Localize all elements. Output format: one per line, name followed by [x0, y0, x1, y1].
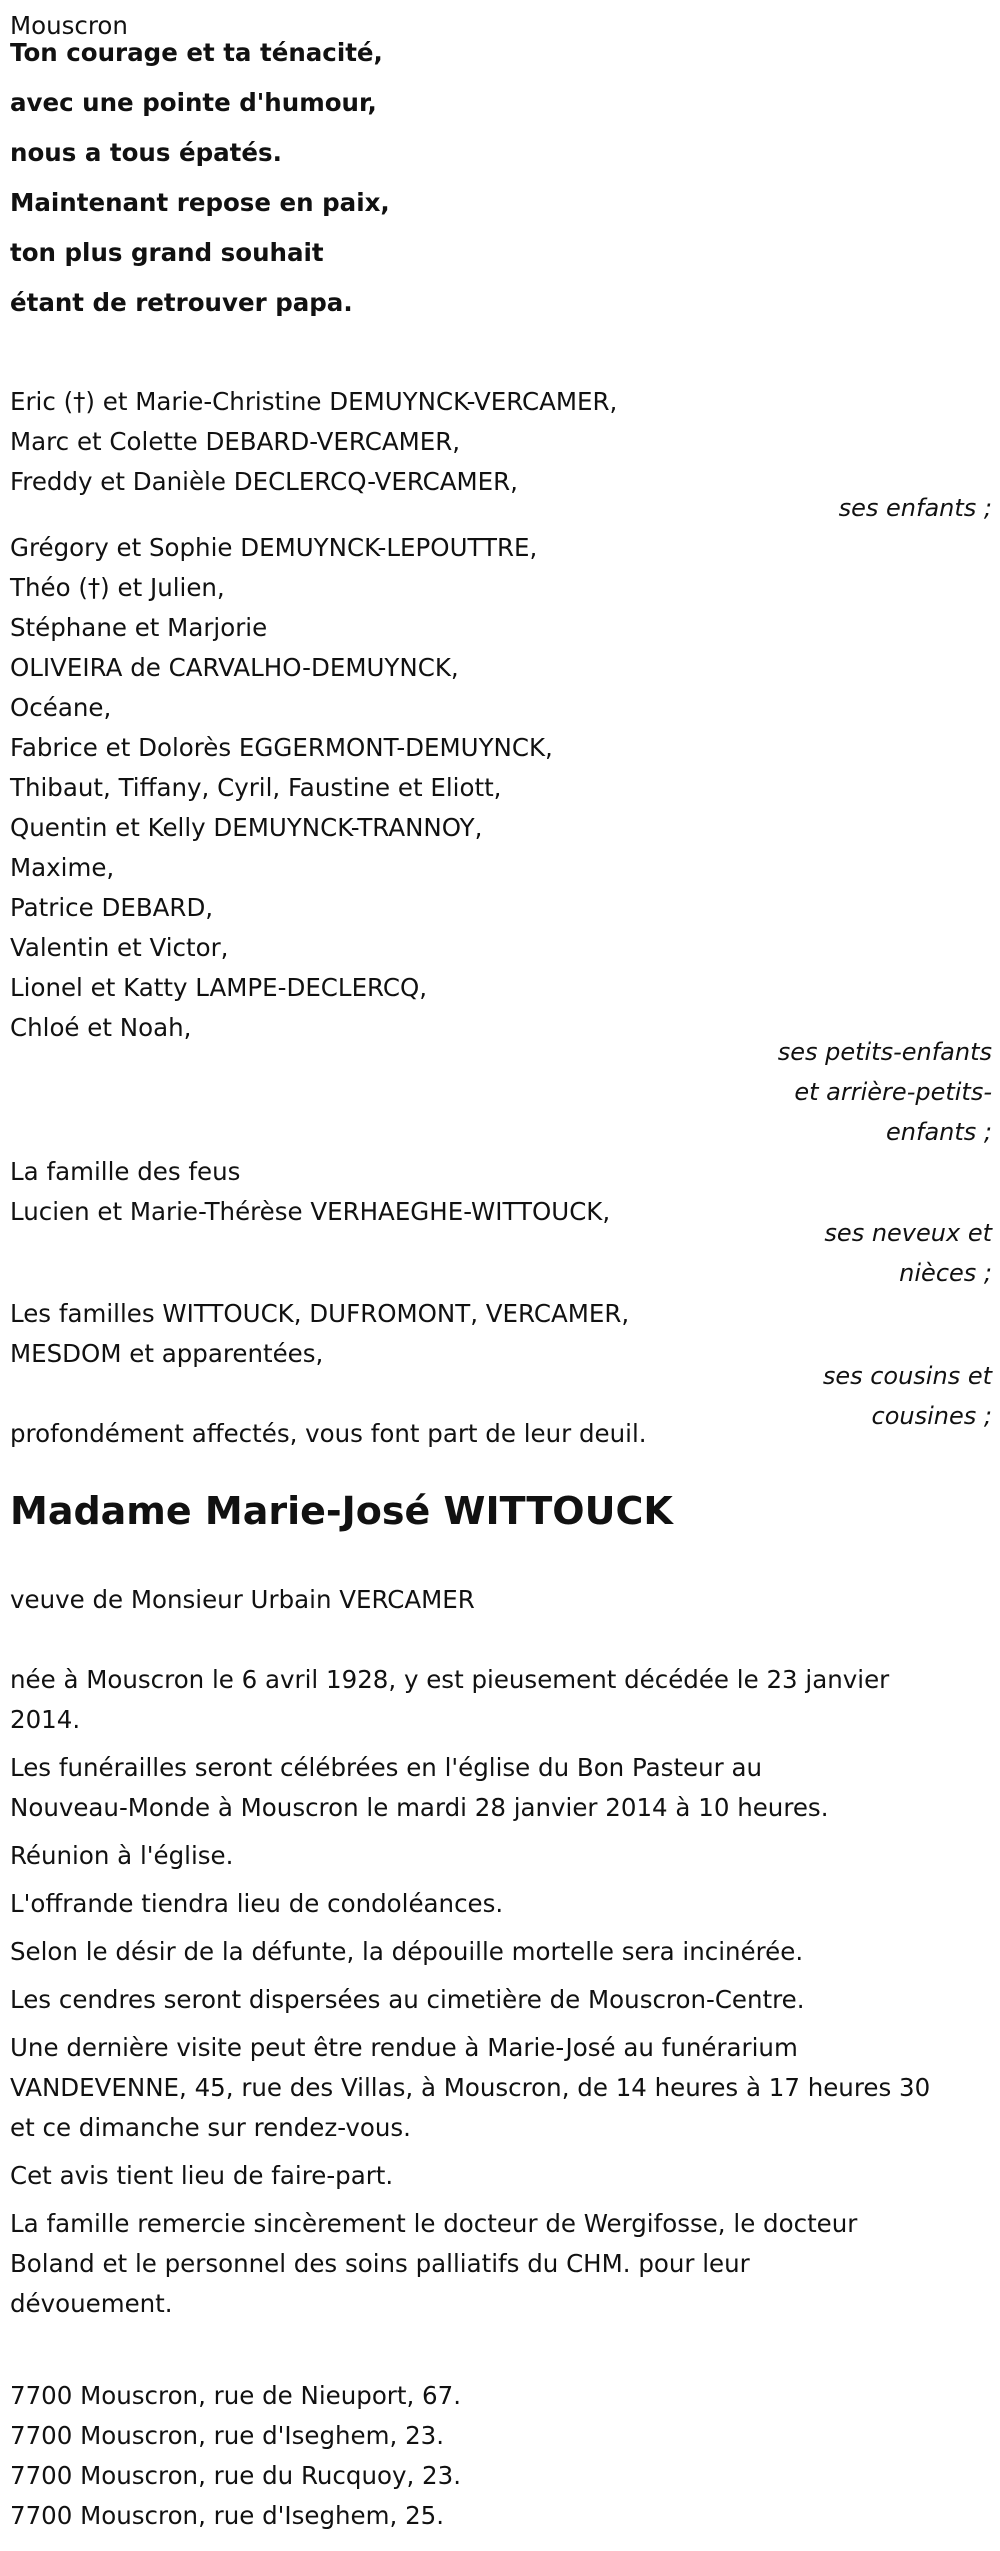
paragraph-line: Boland et le personnel des soins palliatifs du CHM. pour leur [10, 2249, 750, 2278]
address-line: 7700 Mouscron, rue d'Iseghem, 23. [10, 2421, 445, 2450]
closing-text: profondément affectés, vous font part de leur deuil. [10, 1419, 647, 1448]
role-line: ses neveux et [824, 1219, 992, 1247]
widow-of-text: veuve de Monsieur Urbain VERCAMER [10, 1585, 475, 1614]
paragraph-line: Cet avis tient lieu de faire-part. [10, 2161, 394, 2190]
family-line: Maxime, [10, 853, 115, 882]
detail-paragraph [10, 1748, 995, 1828]
detail-paragraph [10, 1884, 995, 1924]
paragraph-line: VANDEVENNE, 45, rue des Villas, à Mouscron, de 14 heures à 17 heures 30 [10, 2073, 931, 2102]
paragraph-line: et ce dimanche sur rendez-vous. [10, 2113, 411, 2142]
paragraph-line: L'offrande tiendra lieu de condoléances. [10, 1889, 504, 1918]
children-role [722, 488, 992, 528]
role-line: ses cousins et [822, 1362, 992, 1390]
family-line: Chloé et Noah, [10, 1013, 192, 1042]
role-line: nièces ; [899, 1259, 992, 1287]
paragraph-line: dévouement. [10, 2289, 173, 2318]
poem-line: Maintenant repose en paix, [10, 188, 390, 217]
paragraph-line: née à Mouscron le 6 avril 1928, y est pieusement décédée le 23 janvier [10, 1665, 890, 1694]
family-line: OLIVEIRA de CARVALHO-DEMUYNCK, [10, 653, 459, 682]
poem [10, 28, 995, 328]
children-list [10, 382, 995, 502]
addresses [10, 2376, 995, 2536]
detail-paragraph [10, 1980, 995, 2020]
role-line: ses petits-enfants [777, 1038, 992, 1066]
paragraph-line: Les cendres seront dispersées au cimetière de Mouscron-Centre. [10, 1985, 805, 2014]
family-line: Stéphane et Marjorie [10, 613, 268, 642]
detail-paragraph [10, 2204, 995, 2324]
family-line: MESDOM et apparentées, [10, 1339, 324, 1368]
family-line: Freddy et Danièle DECLERCQ-VERCAMER, [10, 467, 518, 496]
paragraph-line: Selon le désir de la défunte, la dépouille mortelle sera incinérée. [10, 1937, 804, 1966]
address-line: 7700 Mouscron, rue d'Iseghem, 25. [10, 2501, 445, 2530]
deceased-name: Madame Marie-José WITTOUCK [10, 1489, 673, 1533]
family-line: Eric (†) et Marie-Christine DEMUYNCK-VERCAMER, [10, 387, 618, 416]
grandchildren-list [10, 528, 995, 1048]
family-line: Théo (†) et Julien, [10, 573, 225, 602]
poem-line: Ton courage et ta ténacité, [10, 38, 383, 67]
family-line: Fabrice et Dolorès EGGERMONT-DEMUYNCK, [10, 733, 553, 762]
detail-paragraph [10, 2156, 995, 2196]
family-line: Valentin et Victor, [10, 933, 229, 962]
family-line: Océane, [10, 693, 112, 722]
family-line: Thibaut, Tiffany, Cyril, Faustine et Eliott, [10, 773, 502, 802]
closing-line [10, 1414, 995, 1454]
paragraph-line: Réunion à l'église. [10, 1841, 234, 1870]
family-line: Grégory et Sophie DEMUYNCK-LEPOUTTRE, [10, 533, 538, 562]
city-name: Mouscron [10, 11, 128, 40]
family-line: Lucien et Marie-Thérèse VERHAEGHE-WITTOUCK, [10, 1197, 611, 1226]
family-line: Marc et Colette DEBARD-VERCAMER, [10, 427, 461, 456]
role-line: cousines ; [871, 1402, 992, 1430]
poem-line: étant de retrouver papa. [10, 288, 353, 317]
address-line: 7700 Mouscron, rue de Nieuport, 67. [10, 2381, 462, 2410]
detail-paragraph [10, 1836, 995, 1876]
poem-line: ton plus grand souhait [10, 238, 324, 267]
family-line: La famille des feus [10, 1157, 241, 1186]
family-line: Lionel et Katty LAMPE-DECLERCQ, [10, 973, 428, 1002]
poem-line: avec une pointe d'humour, [10, 88, 377, 117]
widow-of [10, 1580, 995, 1620]
detail-paragraph [10, 1932, 995, 1972]
address-line: 7700 Mouscron, rue du Rucquoy, 23. [10, 2461, 462, 2490]
family-line: Quentin et Kelly DEMUYNCK-TRANNOY, [10, 813, 483, 842]
nephews-role [722, 1213, 992, 1293]
role-line: enfants ; [886, 1118, 992, 1146]
deceased-name-heading [10, 1486, 995, 1536]
poem-line: nous a tous épatés. [10, 138, 282, 167]
details-block [10, 1660, 995, 2332]
detail-paragraph [10, 1660, 995, 1740]
paragraph-line: Nouveau-Monde à Mouscron le mardi 28 janvier 2014 à 10 heures. [10, 1793, 829, 1822]
paragraph-line: Une dernière visite peut être rendue à Marie-José au funérarium [10, 2033, 798, 2062]
detail-paragraph [10, 2028, 995, 2148]
paragraph-line: La famille remercie sincèrement le docteur de Wergifosse, le docteur [10, 2209, 858, 2238]
grandchildren-role [722, 1032, 992, 1152]
family-line: Les familles WITTOUCK, DUFROMONT, VERCAMER, [10, 1299, 630, 1328]
family-line: Patrice DEBARD, [10, 893, 214, 922]
role-line: ses enfants ; [838, 494, 992, 522]
paragraph-line: Les funérailles seront célébrées en l'église du Bon Pasteur au [10, 1753, 763, 1782]
role-line: et arrière-petits- [794, 1078, 992, 1106]
paragraph-line: 2014. [10, 1705, 81, 1734]
